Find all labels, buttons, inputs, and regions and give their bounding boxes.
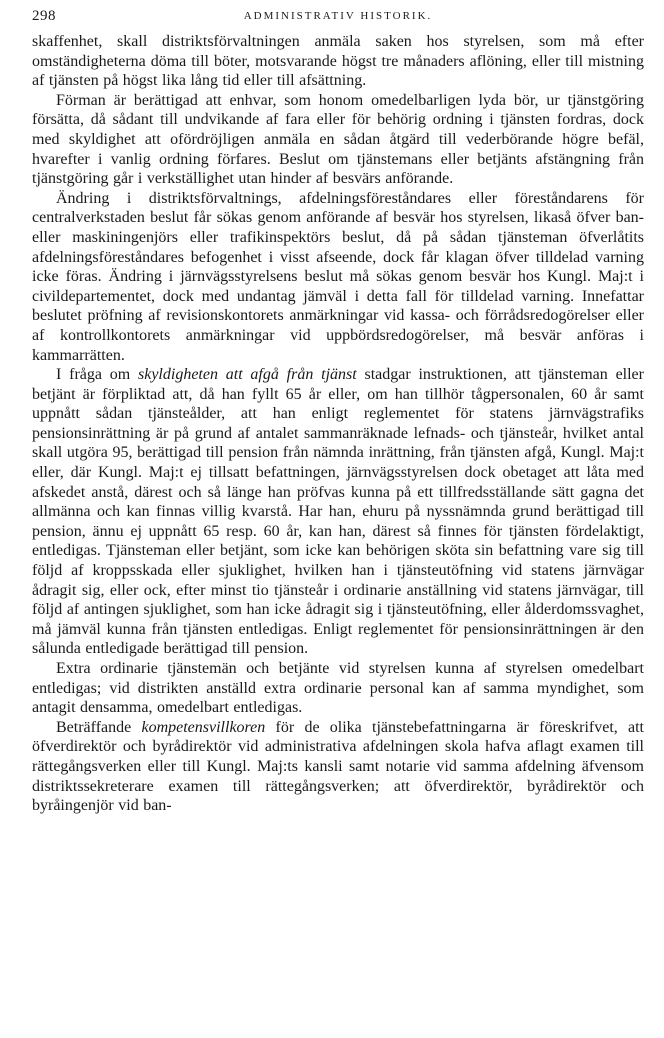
page-body: [32, 32, 644, 816]
paragraph-foreman-authority: Förman är berättigad att enhvar, som honom omedelbarligen lyda bör, ur tjänstgöring försätta, då sådant till undvikande af fara eller för behörig ordning i tjänsten fordras, dock med skyldighet att ofördröjligen anmäla en sådan åtgärd till vederbörande högre befäl, hvarefter i vanlig ordning förfares. Beslut om tjänstemans eller betjänts afstängning från tjänstgöring går i verkställighet utan hinder af besvärs anförande.: [32, 91, 644, 188]
paragraph-extra-staff: Extra ordinarie tjänstemän och betjänte vid styrelsen kunna af styrelsen omedelbart entledigas; vid distrikten anställd extra ordinarie personal kan af samma myndighet, som antagit densamma, omedelbart entledigas.: [32, 660, 644, 717]
paragraph-appeals: Ändring i distriktsförvaltnings, afdelningsföreståndares eller föreståndarens för centralverkstaden beslut får sökas genom anförande af besvär hos styrelsen, likaså öfver ban- eller maskiningenjörs eller trafikinspektörs beslut, då på sådan tjänsteman öfverlåtits afdelningsföreståndares befogenhet i visst afseende, dock får klagan öfver tilldelad varning icke föras. Ändring i järnvägsstyrelsens beslut må sökas genom besvär hos Kungl. Maj:t i civildepartementet, dock med undantag jämväl i detta fall för tilldelad varning. Innefattar beslutet pröfning af revisionskontorets anmärkningar vid kassa- och förrådsredogörelser eller af kontrollkontorets anmärkningar vid uppbördsredogörelser, må besvär anföras i kammarrätten.: [32, 189, 644, 364]
page-header: [32, 6, 644, 32]
paragraph-competence-lead: Beträffande: [56, 718, 142, 736]
paragraph-retirement-duty: [32, 365, 644, 659]
page-number: 298: [32, 8, 56, 24]
italic-term-competence: kompetensvillkoren: [141, 718, 266, 736]
italic-term-retirement-duty: skyldigheten att afgå från tjänst: [138, 366, 357, 384]
paragraph-competence-rest: för de olika tjänstebefattningarna är föreskrifvet, att öfverdirektör och byrådirektör vid administrativa afdelningen skola hafva aflagt examen till rättegångsverken eller till Kungl. Maj:ts kansli samt notarie vid samma afdelning äfvensom distriktssekreterare examen till rättegångsverken; att öfverdirektör, byrådirektör och byråingenjör vid ban-: [32, 718, 644, 815]
running-head: ADMINISTRATIV HISTORIK.: [243, 10, 433, 22]
paragraph-competence: [32, 718, 644, 816]
paragraph-continuation: skaffenhet, skall distriktsförvaltningen anmäla saken hos styrelsen, som må efter omständigheterna döma till böter, motsvarande högst tre månaders aflöning, eller till mistning af tjänsten på högst lika lång tid eller till afsättning.: [32, 33, 644, 90]
paragraph-retirement-duty-rest: stadgar instruktionen, att tjänsteman eller betjänt är förpliktad att, då han fyllt 65 år eller, om han tillhör tågpersonalen, 60 år samt uppnått sådan tjänsteålder, att han enligt reglementet för statens järnvägstrafiks pensionsinrättning är på grund af antalet sammanräknade lefnads- och tjänsteår, hvilket antal skall utgöra 95, berättigad till pension från nämnda inrättning, från tjänsten afgå, Kungl. Maj:t eller, där Kungl. Maj:t ej tillsatt befattningen, järnvägsstyrelsen dock obetaget att låta med afskedet anstå, därest och så länge han pröfvas kunna på ett tillfredsställande sätt gagna det allmänna och kan finnas villig kvarstå. Har han, ehuru på nyssnämnda grund berättigad till pension, ännu ej uppnått 65 resp. 60 år, kan han, därest så finnes för tjänsten fördelaktigt, entledigas. Tjänsteman eller betjänt, som icke kan behörigen sköta sin befattning vare sig till följd af kroppsskada eller sjuklighet, hvilken han i tjänsteutöfning vid statens järnvägar ådragit sig, eller ock, efter minst tio tjänsteår i ordinarie anställning vid statens järnvägar, till följd af antingen sjuklighet, som han icke ådragit sig i tjänsteutöfning, eller ålderdomssvaghet, må jämväl kunna från tjänsten entledigas. Enligt reglementet för pensionsinrättningen är den sålunda entledigade berättigad till pension.: [32, 366, 644, 658]
paragraph-retirement-duty-lead: I fråga om: [56, 366, 138, 384]
